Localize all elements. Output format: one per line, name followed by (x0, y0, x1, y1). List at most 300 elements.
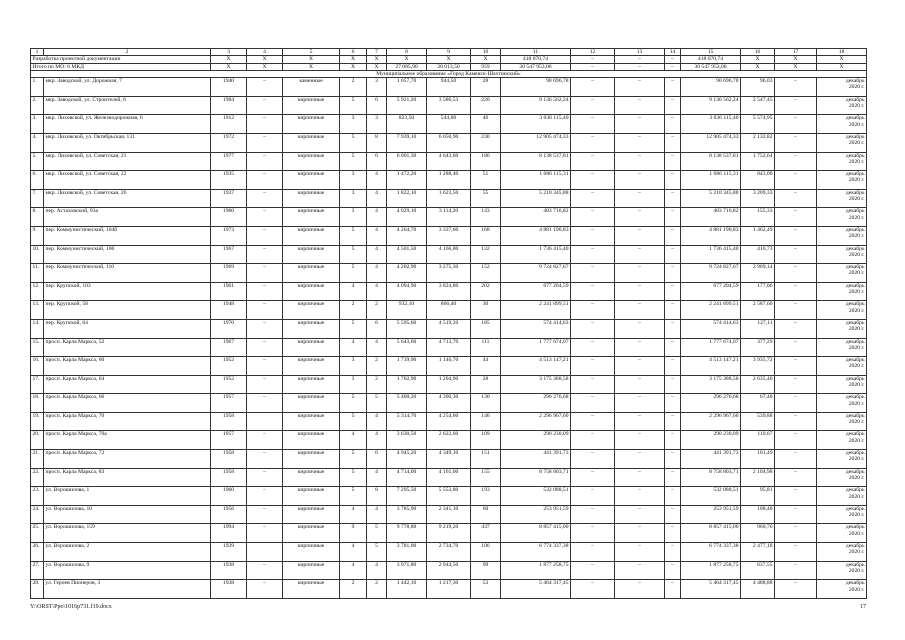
cell-wall: кирпичные (283, 96, 340, 115)
cell-area: 3 630,50 (387, 431, 427, 450)
deadline-year: 2020 г. (848, 474, 865, 481)
cell-c13: – (615, 171, 665, 190)
deadline-month: декабрь (845, 319, 865, 326)
cell-area2: 2 734,70 (427, 543, 471, 562)
cell-unit: 5 574,95 (741, 115, 775, 134)
cell-c13: – (615, 133, 665, 152)
deadline-year: 2020 г. (848, 251, 865, 258)
cell-unit: 177,06 (741, 282, 775, 301)
cell-cost2: 90 696,78 (681, 78, 741, 97)
cell-floors: 3 (340, 375, 367, 394)
cell-cost2: 253 951,59 (681, 505, 741, 524)
cell-deadline (817, 524, 867, 543)
cell-c4 (247, 543, 283, 562)
column-number: 5 (283, 49, 340, 56)
cell-area2: 4 349,10 (427, 450, 471, 469)
cell-floors: 5 (340, 226, 367, 245)
cell-cost2: 441 391,73 (681, 450, 741, 469)
cell-address: просп. Карла Маркса, 64 (44, 375, 211, 394)
deadline-month: декабрь (845, 524, 865, 531)
cell-n: 12. (31, 282, 44, 301)
cell-address: просп. Карла Маркса, 72 (44, 450, 211, 469)
cell-area: 4 264,70 (387, 226, 427, 245)
summary-cell: 27 085,90 (387, 63, 427, 70)
cell-address: мкр. Лиховской, ул. Октябрьская, 131 (44, 133, 211, 152)
cell-c12: – (571, 505, 615, 524)
cell-area: 1 702,90 (387, 375, 427, 394)
table-row (31, 561, 867, 580)
cell-entr: 2 (367, 375, 387, 394)
cell-c12: – (571, 152, 615, 171)
cell-area: 4 202,90 (387, 264, 427, 283)
deadline-month: декабрь (845, 78, 865, 85)
cell-wall: кирпичные (283, 133, 340, 152)
cell-address: ул. Ворошилова, 10 (44, 505, 211, 524)
cell-unit: 96,03 (741, 78, 775, 97)
cell-unit: 637,55 (741, 561, 775, 580)
cell-c12: – (571, 338, 615, 357)
deadline-month: декабрь (845, 412, 865, 419)
cell-c14: – (665, 450, 681, 469)
cell-wall: кирпичные (283, 412, 340, 431)
table-row (31, 189, 867, 208)
cell-c12: – (571, 115, 615, 134)
cell-cost: 483 716,82 (501, 208, 571, 227)
cell-c12: – (571, 208, 615, 227)
cell-unit: 843,00 (741, 171, 775, 190)
cell-people: 53 (471, 580, 501, 599)
cell-people: 51 (471, 171, 501, 190)
cell-cost2: 677 204,59 (681, 282, 741, 301)
summary-cell: 418 070,74 (501, 56, 571, 63)
table-row (31, 580, 867, 599)
cell-c17: – (775, 580, 817, 599)
cell-unit: 67,48 (741, 394, 775, 413)
page-number: 17 (860, 604, 866, 610)
column-number: 15 (681, 49, 741, 56)
cell-cost: 5 464 317,45 (501, 580, 571, 599)
cell-cost2: 296 276,68 (681, 394, 741, 413)
cell-c17: – (775, 319, 817, 338)
cell-deadline (817, 543, 867, 562)
cell-c14: – (665, 357, 681, 376)
cell-n: 3. (31, 115, 44, 134)
cell-cost2: 5 210 345,88 (681, 189, 741, 208)
cell-area: 7 939,10 (387, 133, 427, 152)
cell-wall: кирпичные (283, 282, 340, 301)
cell-year: 1961 (211, 282, 247, 301)
cell-cost2: 1 877 258,75 (681, 561, 741, 580)
cell-c14: – (665, 226, 681, 245)
cell-n: 20. (31, 431, 44, 450)
cell-address: мкр. Заводской, ул. Дорожная, 7 (44, 78, 211, 97)
cell-cost: 5 210 345,88 (501, 189, 571, 208)
cell-c4: – (247, 245, 283, 264)
cell-floors: 9 (340, 524, 367, 543)
cell-c17: – (775, 282, 817, 301)
cell-area2: 4 519,20 (427, 319, 471, 338)
cell-address: мкр. Заводской, ул. Строителей, 6 (44, 96, 211, 115)
cell-area: 4 094,90 (387, 282, 427, 301)
cell-entr: 4 (367, 245, 387, 264)
cell-cost: 2 296 967,60 (501, 412, 571, 431)
table-row (31, 505, 867, 524)
cell-people: 130 (471, 394, 501, 413)
cell-wall: кирпичные (283, 487, 340, 506)
cell-c17: – (775, 468, 817, 487)
cell-c4: – (247, 524, 283, 543)
summary-cell: X (471, 56, 501, 63)
cell-address: ул. Героев Пионеров, 3 (44, 580, 211, 599)
deadline-month: декабрь (845, 226, 865, 233)
cell-wall: кирпичные (283, 152, 340, 171)
cell-c13: – (615, 96, 665, 115)
deadline-month: декабрь (845, 561, 865, 568)
cell-deadline (817, 487, 867, 506)
cell-year: 1969 (211, 264, 247, 283)
housing-repair-table (30, 48, 867, 599)
cell-c17: – (775, 450, 817, 469)
deadline-month: декабрь (845, 96, 865, 103)
cell-unit: 155,33 (741, 208, 775, 227)
footer-file-path: Y:\ORST\Ppo\1016p731.f19.docx (30, 604, 112, 610)
cell-people: 146 (471, 412, 501, 431)
cell-wall: кирпичные (283, 189, 340, 208)
deadline-year: 2020 г. (848, 586, 865, 593)
cell-area: 9 778,80 (387, 524, 427, 543)
cell-floors: 3 (340, 208, 367, 227)
cell-c13: – (615, 524, 665, 543)
cell-floors: 3 (340, 357, 367, 376)
cell-deadline (817, 431, 867, 450)
cell-c4: – (247, 189, 283, 208)
deadline-month: декабрь (845, 208, 865, 215)
column-number: 11 (501, 49, 571, 56)
cell-n: 4. (31, 133, 44, 152)
deadline-month: декабрь (845, 505, 865, 512)
cell-area2: 1 288,40 (427, 171, 471, 190)
deadline-year: 2020 г. (848, 363, 865, 370)
cell-area: 4 029,10 (387, 208, 427, 227)
cell-address: просп. Карла Маркса, 70а (44, 431, 211, 450)
cell-entr: 3 (367, 78, 387, 97)
municipality-row (31, 70, 867, 77)
cell-people: 99 (471, 561, 501, 580)
summary-cell: X (211, 63, 247, 70)
cell-area: 5 400,20 (387, 394, 427, 413)
cell-deadline (817, 264, 867, 283)
cell-area2: 866,40 (427, 301, 471, 320)
cell-wall: кирпичные (283, 301, 340, 320)
cell-area: 5 921,20 (387, 96, 427, 115)
cell-area2: 3 114,20 (427, 208, 471, 227)
cell-entr: 4 (367, 264, 387, 283)
deadline-year: 2020 г. (848, 233, 865, 240)
cell-people: 109 (471, 431, 501, 450)
cell-address: ул. Ворошилова, 2 (44, 543, 211, 562)
cell-area2: 3 337,60 (427, 226, 471, 245)
cell-floors: 4 (340, 543, 367, 562)
cell-c17: – (775, 115, 817, 134)
deadline-year: 2020 г. (848, 437, 865, 444)
cell-c13: – (615, 282, 665, 301)
cell-c14: – (665, 375, 681, 394)
cell-area2: 4 254,60 (427, 412, 471, 431)
cell-c13: – (615, 468, 665, 487)
summary-cell: X (387, 56, 427, 63)
cell-deadline (817, 133, 867, 152)
cell-deadline (817, 468, 867, 487)
cell-deadline (817, 301, 867, 320)
cell-c13: – (615, 487, 665, 506)
cell-wall: кирпичные (283, 450, 340, 469)
cell-year: 1967 (211, 338, 247, 357)
cell-address: ул. Ворошилова, 1 (44, 487, 211, 506)
cell-year: 1912 (211, 115, 247, 134)
cell-c4: – (247, 338, 283, 357)
cell-unit: 127,11 (741, 319, 775, 338)
cell-c17: – (775, 96, 817, 115)
deadline-month: декабрь (845, 152, 865, 159)
cell-c12: – (571, 301, 615, 320)
column-number: 2 (44, 49, 211, 56)
cell-unit: 539,88 (741, 412, 775, 431)
cell-n: 18. (31, 394, 44, 413)
cell-c13: – (615, 319, 665, 338)
cell-deadline (817, 338, 867, 357)
cell-floors: 4 (340, 431, 367, 450)
cell-n: 19. (31, 412, 44, 431)
deadline-month: декабрь (845, 301, 865, 308)
cell-wall: кирпичные (283, 394, 340, 413)
cell-area: 6 001,30 (387, 152, 427, 171)
cell-wall: кирпичные (283, 561, 340, 580)
cell-people: 151 (471, 450, 501, 469)
cell-entr: 4 (367, 171, 387, 190)
summary-cell: – (665, 63, 681, 70)
summary-cell: – (571, 63, 615, 70)
cell-c4: – (247, 133, 283, 152)
table-row (31, 524, 867, 543)
column-number: 12 (571, 49, 615, 56)
deadline-year: 2020 г. (848, 103, 865, 110)
cell-year: 1940 (211, 78, 247, 97)
cell-floors: 3 (340, 171, 367, 190)
deadline-year: 2020 г. (848, 326, 865, 333)
cell-n: 21. (31, 450, 44, 469)
cell-entr: 6 (367, 96, 387, 115)
cell-wall: кирпичные (283, 431, 340, 450)
cell-floors: 3 (340, 189, 367, 208)
cell-people: 155 (471, 468, 501, 487)
deadline-year: 2020 г. (848, 456, 865, 463)
table-row (31, 78, 867, 97)
cell-year: 1960 (211, 487, 247, 506)
cell-area2: 4 713,70 (427, 338, 471, 357)
column-number: 4 (247, 49, 283, 56)
cell-c17: – (775, 78, 817, 97)
deadline-month: декабрь (845, 394, 865, 401)
summary-cell: X (817, 63, 867, 70)
cell-cost: 677 204,59 (501, 282, 571, 301)
cell-c17: – (775, 208, 817, 227)
column-number: 9 (427, 49, 471, 56)
cell-year: 1938 (211, 561, 247, 580)
cell-c4: – (247, 561, 283, 580)
cell-address: ул. Ворошилова, 159 (44, 524, 211, 543)
cell-n: 26. (31, 543, 44, 562)
cell-wall: кирпичные (283, 357, 340, 376)
cell-floors: 5 (340, 264, 367, 283)
cell-c4: – (247, 375, 283, 394)
cell-people: 44 (471, 357, 501, 376)
cell-cost: 296 276,68 (501, 394, 571, 413)
summary-cell: X (367, 56, 387, 63)
cell-entr: 4 (367, 189, 387, 208)
deadline-month: декабрь (845, 580, 865, 587)
summary-label: Итого по МО: 6 МКД (31, 63, 211, 70)
cell-cost2: 9 136 562,24 (681, 96, 741, 115)
cell-entr: 4 (367, 505, 387, 524)
cell-c17: – (775, 301, 817, 320)
cell-c4: – (247, 450, 283, 469)
cell-people: 55 (471, 189, 501, 208)
deadline-month: декабрь (845, 487, 865, 494)
cell-c14: – (665, 96, 681, 115)
cell-area2: 2 622,60 (427, 431, 471, 450)
cell-floors: 2 (340, 78, 367, 97)
cell-entr: 4 (367, 282, 387, 301)
cell-c17: – (775, 394, 817, 413)
cell-area: 5 595,60 (387, 319, 427, 338)
cell-deadline (817, 561, 867, 580)
cell-area: 3 971,80 (387, 561, 427, 580)
cell-c17: – (775, 171, 817, 190)
cell-area2: 3 586,53 (427, 96, 471, 115)
cell-c14: – (665, 189, 681, 208)
cell-c14: – (665, 282, 681, 301)
cell-wall: кирпичные (283, 468, 340, 487)
cell-area2: 9 219,20 (427, 524, 471, 543)
cell-address: просп. Карла Маркса, 70 (44, 412, 211, 431)
cell-c17: – (775, 264, 817, 283)
cell-c12: – (571, 375, 615, 394)
cell-n: 11. (31, 264, 44, 283)
cell-year: 1977 (211, 152, 247, 171)
cell-unit: 1 462,49 (741, 226, 775, 245)
cell-entr: 5 (367, 524, 387, 543)
cell-unit: 2 477,18 (741, 543, 775, 562)
cell-n: 22. (31, 468, 44, 487)
cell-c14: – (665, 171, 681, 190)
deadline-year: 2020 г. (848, 196, 865, 203)
cell-entr: 8 (367, 133, 387, 152)
column-number: 18 (817, 49, 867, 56)
cell-people: 168 (471, 226, 501, 245)
cell-c4: – (247, 468, 283, 487)
deadline-month: декабрь (845, 264, 865, 271)
cell-people: 437 (471, 524, 501, 543)
cell-address: пер. Крупской, 58 (44, 301, 211, 320)
cell-c12: – (571, 133, 615, 152)
cell-area2: 3 824,80 (427, 282, 471, 301)
cell-floors: 4 (340, 338, 367, 357)
cell-deadline (817, 171, 867, 190)
deadline-year: 2020 г. (848, 400, 865, 407)
cell-floors: 4 (340, 282, 367, 301)
cell-cost2: 483 716,82 (681, 208, 741, 227)
cell-n: 27. (31, 561, 44, 580)
deadline-year: 2020 г. (848, 177, 865, 184)
summary-cell: X (427, 56, 471, 63)
column-number: 14 (665, 49, 681, 56)
table-row (31, 226, 867, 245)
cell-cost2: 5 464 317,45 (681, 580, 741, 599)
cell-c14: – (665, 264, 681, 283)
cell-area2: 4 643,60 (427, 152, 471, 171)
deadline-month: декабрь (845, 468, 865, 475)
column-number: 1 (31, 49, 44, 56)
cell-area: 1 057,70 (387, 78, 427, 97)
table-row (31, 431, 867, 450)
cell-cost2: 12 905 474,33 (681, 133, 741, 152)
cell-c4: – (247, 226, 283, 245)
cell-wall: кирпичные (283, 264, 340, 283)
cell-c14: – (665, 78, 681, 97)
cell-entr: 5 (367, 543, 387, 562)
cell-c13: – (615, 226, 665, 245)
cell-year: 1952 (211, 375, 247, 394)
cell-n: 8. (31, 208, 44, 227)
table-row (31, 468, 867, 487)
cell-c13: – (615, 208, 665, 227)
summary-cell: X (340, 56, 367, 63)
cell-address: ул. Ворошилова, 9 (44, 561, 211, 580)
cell-cost2: 574 414,63 (681, 319, 741, 338)
cell-unit: 110,67 (741, 431, 775, 450)
cell-address: просп. Карла Маркса, 83 (44, 468, 211, 487)
cell-c14: – (665, 319, 681, 338)
cell-year: 1958 (211, 468, 247, 487)
cell-cost: 1 777 674,07 (501, 338, 571, 357)
cell-c14: – (665, 412, 681, 431)
cell-deadline (817, 78, 867, 97)
deadline-year: 2020 г. (848, 493, 865, 500)
cell-c14: – (665, 245, 681, 264)
cell-cost2: 3 036 115,40 (681, 115, 741, 134)
cell-entr: 6 (367, 450, 387, 469)
cell-c13: – (615, 580, 665, 599)
cell-c4: – (247, 580, 283, 599)
cell-deadline (817, 394, 867, 413)
cell-c12: – (571, 431, 615, 450)
cell-floors: 5 (340, 412, 367, 431)
cell-cost: 3 175 388,58 (501, 375, 571, 394)
cell-cost: 4 513 147,21 (501, 357, 571, 376)
deadline-year: 2020 г. (848, 530, 865, 537)
cell-address: мкр. Лиховской, ул. Советская, 26 (44, 189, 211, 208)
cell-area2: 6 050,90 (427, 133, 471, 152)
cell-cost: 6 774 337,38 (501, 543, 571, 562)
cell-wall: кирпичные (283, 543, 340, 562)
cell-c14: – (665, 543, 681, 562)
cell-floors: 5 (340, 487, 367, 506)
table-row (31, 115, 867, 134)
cell-area2: 4 390,30 (427, 394, 471, 413)
cell-c13: – (615, 505, 665, 524)
cell-area2: 5 553,80 (427, 487, 471, 506)
cell-unit: 4 488,88 (741, 580, 775, 599)
